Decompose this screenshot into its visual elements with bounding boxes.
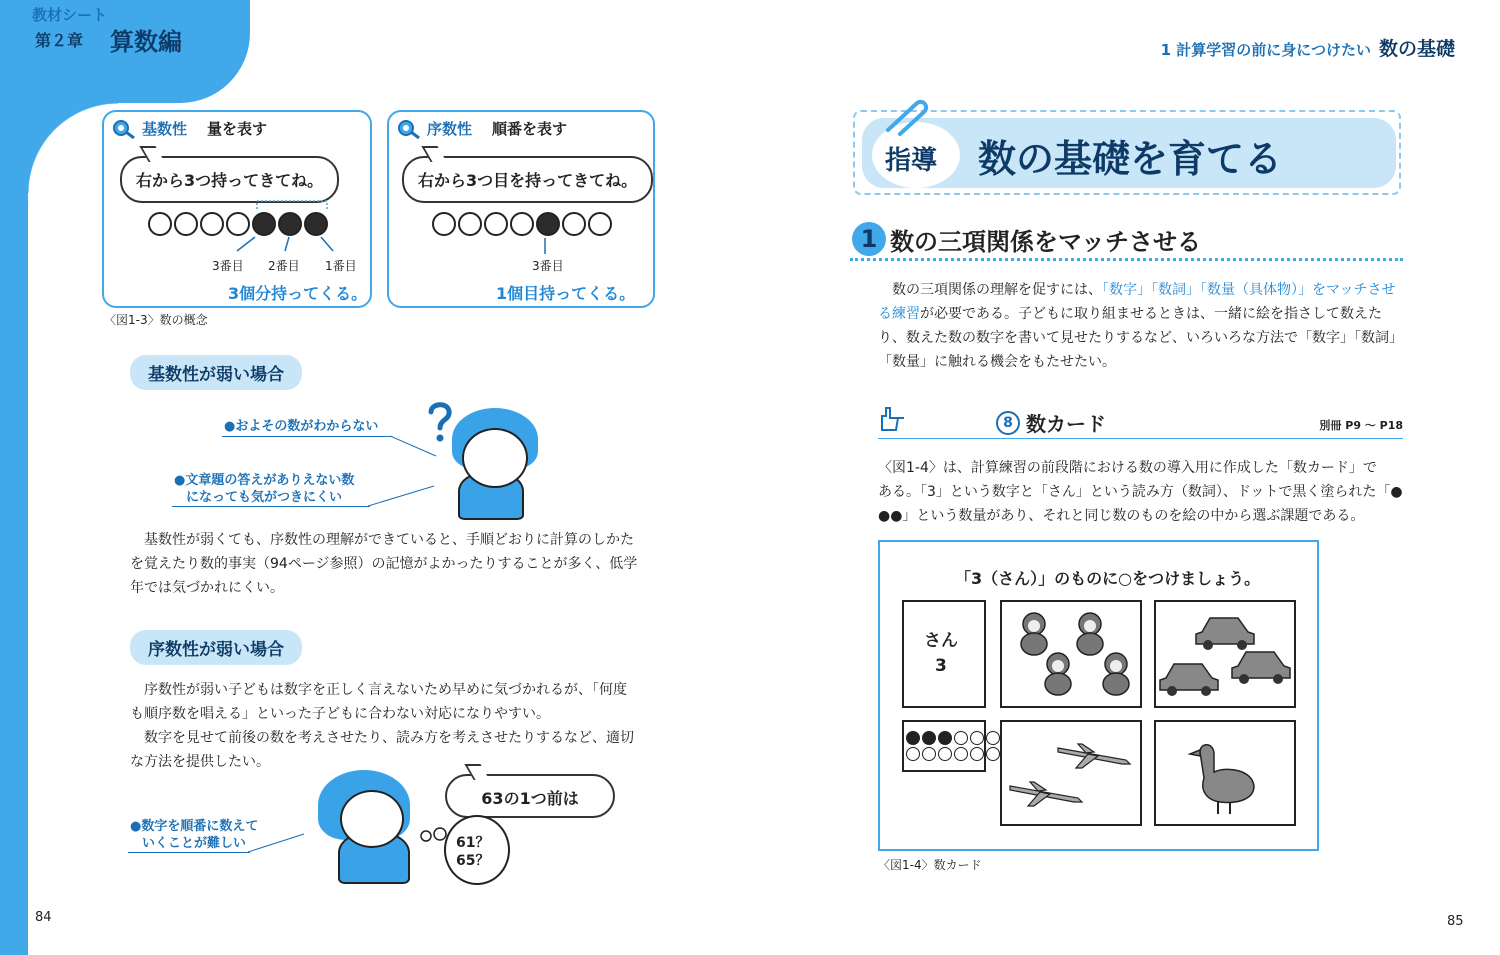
section-dotted-rule: [850, 258, 1403, 261]
shido-title: 数の基礎を育てる: [978, 137, 1283, 181]
card-word: さん: [924, 631, 958, 651]
duck-picture-cell: [1154, 720, 1296, 826]
section-title: 数の三項関係をマッチさせる: [890, 228, 1202, 256]
paragraph-line: を覚えたり数的事実（94ページ参照）の記憶がよかったりすることが多く、低学: [130, 556, 638, 572]
ordinal-pointer-line: [540, 236, 550, 256]
cardinal-weak-paragraph: [130, 528, 660, 600]
duck-icon: [1156, 722, 1294, 824]
note-line-1: ●数字を順番に数えて: [130, 819, 259, 834]
cardinal-weak-note-2: [174, 472, 354, 506]
chapter-label: 第２章: [35, 31, 84, 50]
pointing-hand-icon: [878, 404, 906, 434]
cardinal-position-label-2: 2番目: [268, 259, 300, 273]
note-line-2: いくことが難しい: [142, 836, 247, 851]
cardinal-weak-heading: 基数性が弱い場合: [130, 355, 302, 390]
thought-line-2: 65？: [456, 853, 490, 869]
empty-dot: [510, 212, 534, 236]
magnifier-key-icon: [112, 119, 136, 139]
ordinal-figure-box: [387, 110, 655, 308]
intro-text: 数の三項関係の理解を促すには、: [892, 282, 1102, 298]
question-mark-icon: [425, 400, 455, 444]
ordinal-result: 1個目持ってくる。: [496, 284, 636, 303]
card-description-paragraph: [878, 456, 1408, 528]
note-2-leader: [368, 482, 438, 512]
empty-dot: [970, 731, 984, 745]
girl-face: [462, 428, 528, 488]
empty-dot: [148, 212, 172, 236]
empty-dot: [986, 731, 1000, 745]
ordinal-note-underline: [128, 852, 250, 853]
airplanes-icon: [1002, 722, 1140, 824]
cardinal-position-label-3: 3番目: [212, 259, 244, 273]
ordinal-weak-note: [130, 818, 258, 852]
empty-dot: [970, 747, 984, 761]
paragraph-line: 「数量」に触れる機会をもたせたい。: [878, 354, 1116, 370]
ordinal-weak-heading: 序数性が弱い場合: [130, 630, 302, 665]
empty-dot: [922, 747, 936, 761]
cardinal-weak-note-1: ●およその数がわからない: [224, 419, 379, 434]
monkeys-icon: [1002, 602, 1140, 706]
empty-dot: [458, 212, 482, 236]
card-word-cell: [902, 600, 986, 708]
empty-dot: [906, 747, 920, 761]
cardinal-term: 基数性: [142, 120, 188, 138]
note-2-underline: [172, 506, 370, 507]
empty-dot: [432, 212, 456, 236]
sheet-name: 数カード: [1026, 412, 1106, 436]
ordinal-weak-paragraph: [130, 678, 660, 774]
running-head-prefix: 1 計算学習の前に身につけたい: [1160, 41, 1371, 59]
airplane-picture-cell: [1000, 720, 1142, 826]
paragraph-line: な方法を提供したい。: [130, 754, 270, 770]
paragraph-line: 〈図1-4〉は、計算練習の前段階における数の導入用に作成した「数カード」で: [878, 460, 1377, 476]
paragraph-line: 数字を見せて前後の数を考えさせたり、読み方を考えさせたりするなど、適切: [144, 730, 634, 746]
cardinal-meaning: 量を表す: [207, 120, 268, 138]
filled-dot: [922, 731, 936, 745]
shido-label: 指導: [885, 146, 938, 176]
card-numeral: 3: [935, 656, 947, 676]
empty-dot: [484, 212, 508, 236]
empty-dot: [588, 212, 612, 236]
boy-face: [340, 790, 404, 848]
cardinal-pointer-lines: [225, 195, 365, 255]
empty-dot: [954, 747, 968, 761]
chapter-side-band: [0, 0, 28, 955]
figure-1-4-caption: 〈図1-4〉数カード: [878, 858, 982, 872]
thought-text: [456, 834, 489, 870]
note-1-underline: [222, 436, 392, 437]
ordinal-dot-row: [432, 212, 612, 236]
empty-dot: [938, 747, 952, 761]
cardinal-position-label-1: 1番目: [325, 259, 357, 273]
ordinal-meaning: 順番を表す: [492, 120, 568, 138]
magnifier-key-icon: [397, 119, 421, 139]
cardinal-result: 3個分持ってくる。: [228, 284, 368, 303]
paragraph-line: 基数性が弱くても、序数性の理解ができていると、手順どおりに計算のしかた: [144, 532, 634, 548]
intro-highlight: る練習: [878, 306, 920, 322]
car-picture-cell: [1154, 600, 1296, 708]
monkey-picture-cell: [1000, 600, 1142, 708]
note-2-line-2: になっても気がつきにくい: [186, 490, 343, 505]
right-page-number: 85: [1447, 914, 1464, 929]
empty-dot: [200, 212, 224, 236]
chapter-title: 算数編: [110, 28, 182, 56]
cardinal-speech-bubble: 右から3つ持ってきてね。: [120, 156, 339, 203]
left-page-number: 84: [35, 910, 52, 925]
section-number: 1: [852, 222, 886, 256]
paragraph-line: [878, 302, 1408, 326]
paragraph-line: り、数えた数の数字を書いて見せたりするなど、いろいろな方法で「数字」「数詞」: [878, 330, 1403, 346]
paragraph-line: 序数性が弱い子どもは数字を正しく言えないため早めに気づかれるが、「何度: [144, 682, 627, 698]
sheet-label: 教材シート: [32, 6, 108, 24]
running-head: [1161, 34, 1455, 61]
card-instruction: 「3（さん）」のものに○をつけましょう。: [955, 569, 1261, 588]
empty-dot: [562, 212, 586, 236]
note-2-line-1: ●文章題の答えがありえない数: [174, 473, 355, 488]
filled-dot: [938, 731, 952, 745]
paperclip-icon: [880, 96, 930, 136]
ordinal-speech-bubble: 右から3つ目を持ってきてね。: [402, 156, 653, 203]
cars-icon: [1156, 602, 1294, 706]
cardinal-figure-heading: [112, 118, 267, 139]
boy-speech-bubble: 63の1つ前は: [445, 774, 615, 818]
empty-dot: [986, 747, 1000, 761]
filled-dot: [906, 731, 920, 745]
running-head-main: 数の基礎: [1378, 38, 1455, 60]
paragraph-line: ある。「3」という数字と「さん」という読み方（数詞）、ドットで黒く塗られた「●: [878, 484, 1403, 500]
paragraph-line: [878, 278, 1408, 302]
sheet-rule: [878, 438, 1403, 439]
ordinal-term: 序数性: [427, 120, 473, 138]
paragraph-line: ●●」という数量があり、それと同じ数のものを絵の中から選ぶ課題である。: [878, 508, 1365, 524]
figure-1-3-caption: 〈図1-3〉数の概念: [104, 313, 208, 327]
empty-dot: [954, 731, 968, 745]
empty-dot: [174, 212, 198, 236]
thought-line-1: 61？: [456, 835, 490, 851]
paragraph-line: も順序数を唱える」といった子どもに合わない対応になりやすい。: [130, 706, 550, 722]
sheet-reference: 別冊 P9 ～ P18: [1319, 419, 1403, 432]
intro-text: が必要である。子どもに取り組ませるときは、一緒に絵を指さして数えた: [920, 306, 1382, 322]
intro-highlight: 「数字」「数詞」「数量（具体物）」をマッチさせ: [1102, 282, 1396, 298]
intro-paragraph: [878, 278, 1408, 374]
ordinal-position-label: 3番目: [532, 259, 564, 273]
card-dot-grid: [906, 731, 1000, 761]
ordinal-note-leader: [248, 830, 308, 856]
paragraph-line: 年では気づかれにくい。: [130, 580, 284, 596]
ordinal-figure-heading: [397, 118, 567, 139]
filled-dot: [536, 212, 560, 236]
sheet-number-badge: 8: [996, 411, 1020, 435]
